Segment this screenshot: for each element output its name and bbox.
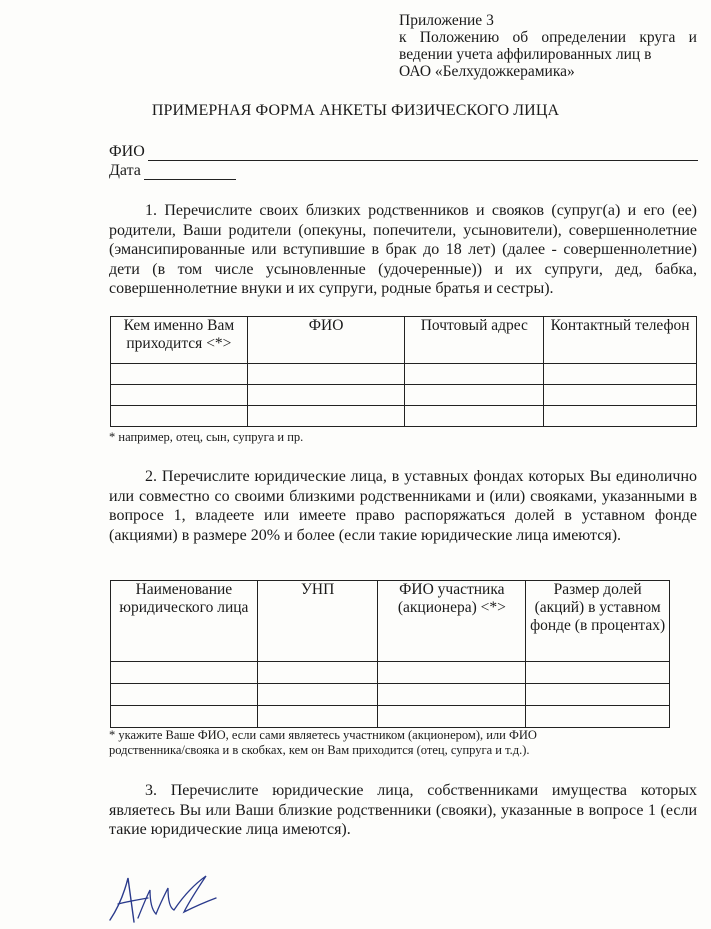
appendix-block bbox=[399, 12, 699, 80]
col-header-relation: Кем именно Вам приходится <*> bbox=[111, 317, 248, 364]
table-cell[interactable] bbox=[247, 364, 405, 385]
appendix-line-4: ОАО «Белхудожкерамика» bbox=[399, 63, 575, 80]
date-label: Дата bbox=[109, 162, 141, 179]
table-cell[interactable] bbox=[378, 684, 526, 706]
appendix-word: Положению bbox=[419, 29, 500, 46]
document-title: ПРИМЕРНАЯ ФОРМА АНКЕТЫ ФИЗИЧЕСКОГО ЛИЦА bbox=[151, 102, 560, 119]
col-header-share: Размер долей (акций) в уставном фонде (в процентах) bbox=[526, 581, 670, 662]
appendix-line-2 bbox=[399, 29, 697, 46]
fio-underline[interactable] bbox=[148, 146, 698, 161]
table-cell[interactable] bbox=[526, 706, 670, 728]
table-cell[interactable] bbox=[247, 385, 405, 406]
table-row bbox=[111, 364, 697, 385]
date-field[interactable] bbox=[109, 162, 236, 180]
table-cell[interactable] bbox=[378, 662, 526, 684]
table-cell[interactable] bbox=[111, 684, 258, 706]
table-cell[interactable] bbox=[544, 364, 697, 385]
col-header-entity-name: Наименование юридического лица bbox=[111, 581, 258, 662]
table-cell[interactable] bbox=[111, 706, 258, 728]
table-header-row bbox=[111, 581, 670, 662]
table-cell[interactable] bbox=[111, 364, 248, 385]
col-header-phone: Контактный телефон bbox=[544, 317, 697, 364]
col-header-participant: ФИО участника (акционера) <*> bbox=[378, 581, 526, 662]
appendix-word: и bbox=[688, 29, 697, 46]
table-cell[interactable] bbox=[257, 706, 378, 728]
table-cell[interactable] bbox=[526, 662, 670, 684]
table-cell[interactable] bbox=[544, 406, 697, 427]
table-cell[interactable] bbox=[378, 706, 526, 728]
table-cell[interactable] bbox=[111, 385, 248, 406]
table-row bbox=[111, 684, 670, 706]
date-underline[interactable] bbox=[144, 165, 236, 180]
table-header-row bbox=[111, 317, 697, 364]
table-row bbox=[111, 706, 670, 728]
table-row bbox=[111, 406, 697, 427]
table-cell[interactable] bbox=[247, 406, 405, 427]
table-cell[interactable] bbox=[111, 406, 248, 427]
relatives-table bbox=[110, 316, 697, 427]
table-cell[interactable] bbox=[405, 385, 544, 406]
footnote-2-line-2: родственника/свояка и в скобках, кем он Вам приходится (отец, супруга и т.д.). bbox=[109, 743, 530, 757]
appendix-word: к bbox=[399, 29, 407, 46]
question-2-text: 2. Перечислите юридические лица, в уставных фондах которых Вы единолично или совместно со своими близкими родственниками и (или) свояками, указанными в вопросе 1, владеете или имеете право распоряжаться долей в уставном фонде (акциями) в размере 20% и более (если такие юридические лица имеются). bbox=[109, 468, 697, 544]
table-cell[interactable] bbox=[526, 684, 670, 706]
table-cell[interactable] bbox=[111, 662, 258, 684]
appendix-word: об bbox=[512, 29, 529, 46]
legal-entities-table bbox=[110, 580, 670, 728]
footnote-2-line-1: * укажите Ваше ФИО, если сами являетесь участником (акционером), или ФИО bbox=[109, 728, 537, 742]
footnote-2 bbox=[109, 728, 689, 758]
signature-icon bbox=[104, 868, 224, 928]
table-cell[interactable] bbox=[257, 684, 378, 706]
col-header-address: Почтовый адрес bbox=[405, 317, 544, 364]
question-1-text: 1. Перечислите своих близких родственников и свояков (супруг(а) и его (ее) родители, Ваши родители (опекуны, попечители, усыновители), совершеннолетние (эмансипированные или вступившие в брак до 18 лет) (далее - совершеннолетние) дети (в том числе усыновленные (удочеренные)) и их супруги, дед, бабка, совершеннолетние внуки и их супруги, родные братья и сестры). bbox=[109, 202, 697, 297]
col-header-fio: ФИО bbox=[247, 317, 405, 364]
table-cell[interactable] bbox=[405, 364, 544, 385]
fio-label: ФИО bbox=[109, 143, 145, 160]
appendix-word: круга bbox=[639, 29, 676, 46]
col-header-unp: УНП bbox=[257, 581, 378, 662]
footnote-1: * например, отец, сын, супруга и пр. bbox=[109, 430, 304, 444]
appendix-line-1: Приложение 3 bbox=[399, 12, 494, 29]
appendix-line-3: ведении учета аффилированных лиц в bbox=[399, 46, 652, 63]
table-row bbox=[111, 662, 670, 684]
table-cell[interactable] bbox=[257, 662, 378, 684]
table-cell[interactable] bbox=[544, 385, 697, 406]
table-cell[interactable] bbox=[405, 406, 544, 427]
appendix-word: определении bbox=[541, 29, 627, 46]
question-3-text: 3. Перечислите юридические лица, собственниками имущества которых являетесь Вы или Ваши близкие родственники (свояки), указанные в вопросе 1 (если такие юридические лица имеются). bbox=[109, 782, 697, 838]
fio-field[interactable] bbox=[109, 143, 698, 161]
table-row bbox=[111, 385, 697, 406]
